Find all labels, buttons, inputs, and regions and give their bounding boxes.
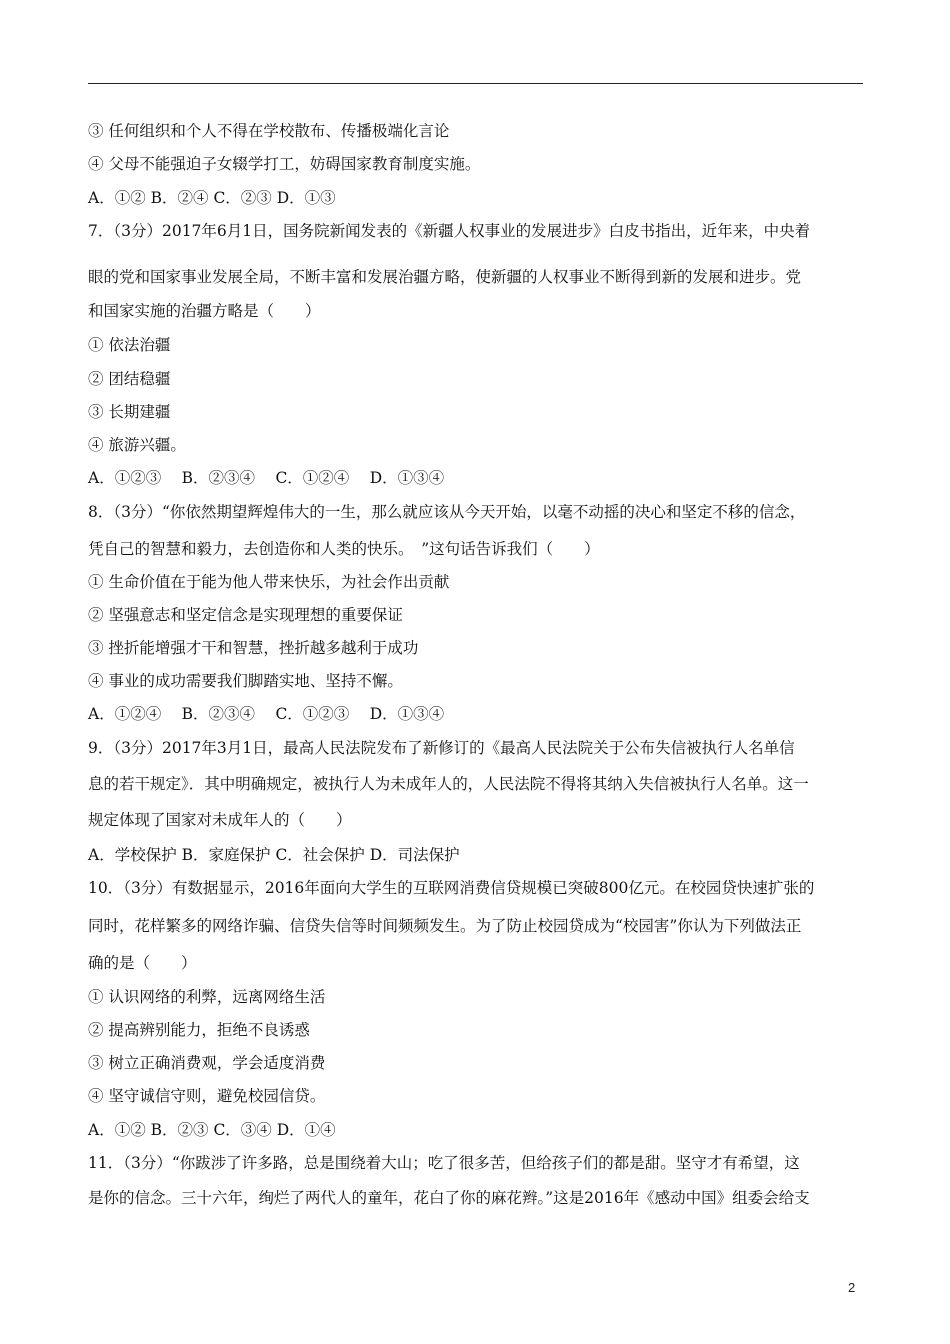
text-line: 和国家实施的治疆方略是（ ） (88, 302, 321, 320)
text-line: ① 依法治疆 (88, 336, 171, 354)
text-line: ③ 长期建疆 (88, 403, 171, 421)
text-line: ④ 事业的成功需要我们脚踏实地、坚持不懈。 (88, 672, 403, 690)
text-line: ④ 坚守诚信守则，避免校园信贷。 (88, 1087, 326, 1105)
text-line: A．学校保护 B．家庭保护 C．社会保护 D．司法保护 (88, 846, 460, 864)
text-line: ④ 父母不能强迫子女辍学打工，妨碍国家教育制度实施。 (88, 155, 481, 173)
header-rule (88, 83, 863, 84)
text-line: ③ 树立正确消费观，学会适度消费 (88, 1054, 326, 1072)
text-line: ② 坚强意志和坚定信念是实现理想的重要保证 (88, 606, 403, 624)
text-line: ③ 挫折能增强才干和智慧，挫折越多越利于成功 (88, 639, 419, 657)
text-line: ① 认识网络的利弊，远离网络生活 (88, 988, 326, 1006)
text-line: 10．（3分）有数据显示，2016年面向大学生的互联网消费信贷规模已突破800亿元。在校园贷快速扩张的 (88, 879, 815, 897)
page-number: 2 (848, 1280, 856, 1295)
text-line: 凭自己的智慧和毅力，去创造你和人类的快乐。 ”这句话告诉我们（ ） (88, 540, 600, 558)
text-line: 同时，花样繁多的网络诈骗、信贷失信等时间频频发生。为了防止校园贷成为“校园害”你认为下列做法正 (88, 917, 802, 935)
text-line: ① 生命价值在于能为他人带来快乐，为社会作出贡献 (88, 573, 450, 591)
text-line: A．①② B．②④ C．②③ D．①③ (88, 189, 336, 207)
text-line: 是你的信念。三十六年，绚烂了两代人的童年，花白了你的麻花辫。”这是2016年《感动中国》组委会给支 (88, 1189, 810, 1207)
text-line: ④ 旅游兴疆。 (88, 436, 186, 454)
text-line: A．①②④ B．②③④ C．①②③ D．①③④ (88, 705, 445, 723)
text-line: A．①②③ B．②③④ C．①②④ D．①③④ (88, 469, 445, 487)
text-line: 确的是（ ） (88, 954, 197, 972)
text-line: A．①② B．②③ C．③④ D．①④ (88, 1121, 336, 1139)
text-line: 规定体现了国家对未成年人的（ ） (88, 811, 352, 829)
text-line: 息的若干规定》．其中明确规定，被执行人为未成年人的，人民法院不得将其纳入失信被执行人名单。这一 (88, 775, 809, 793)
text-line: ③ 任何组织和个人不得在学校散布、传播极端化言论 (88, 122, 450, 140)
text-line: 7．（3分）2017年6月1日，国务院新闻发表的《新疆人权事业的发展进步》白皮书指出，近年来，中央着 (88, 222, 811, 240)
text-line: 11．（3分）“你跋涉了许多路，总是围绕着大山；吃了很多苦，但给孩子们的都是甜。坚守才有希望，这 (88, 1154, 800, 1172)
text-line: ② 提高辨别能力，拒绝不良诱惑 (88, 1021, 310, 1039)
text-line: ② 团结稳疆 (88, 370, 171, 388)
text-line: 9．（3分）2017年3月1日，最高人民法院发布了新修订的《最高人民法院关于公布失信被执行人名单信 (88, 739, 795, 757)
text-line: 8．（3分）“你依然期望辉煌伟大的一生，那么就应该从今天开始，以毫不动摇的决心和坚定不移的信念， (88, 503, 806, 521)
text-line: 眼的党和国家事业发展全局，不断丰富和发展治疆方略，使新疆的人权事业不断得到新的发展和进步。党 (88, 268, 802, 286)
